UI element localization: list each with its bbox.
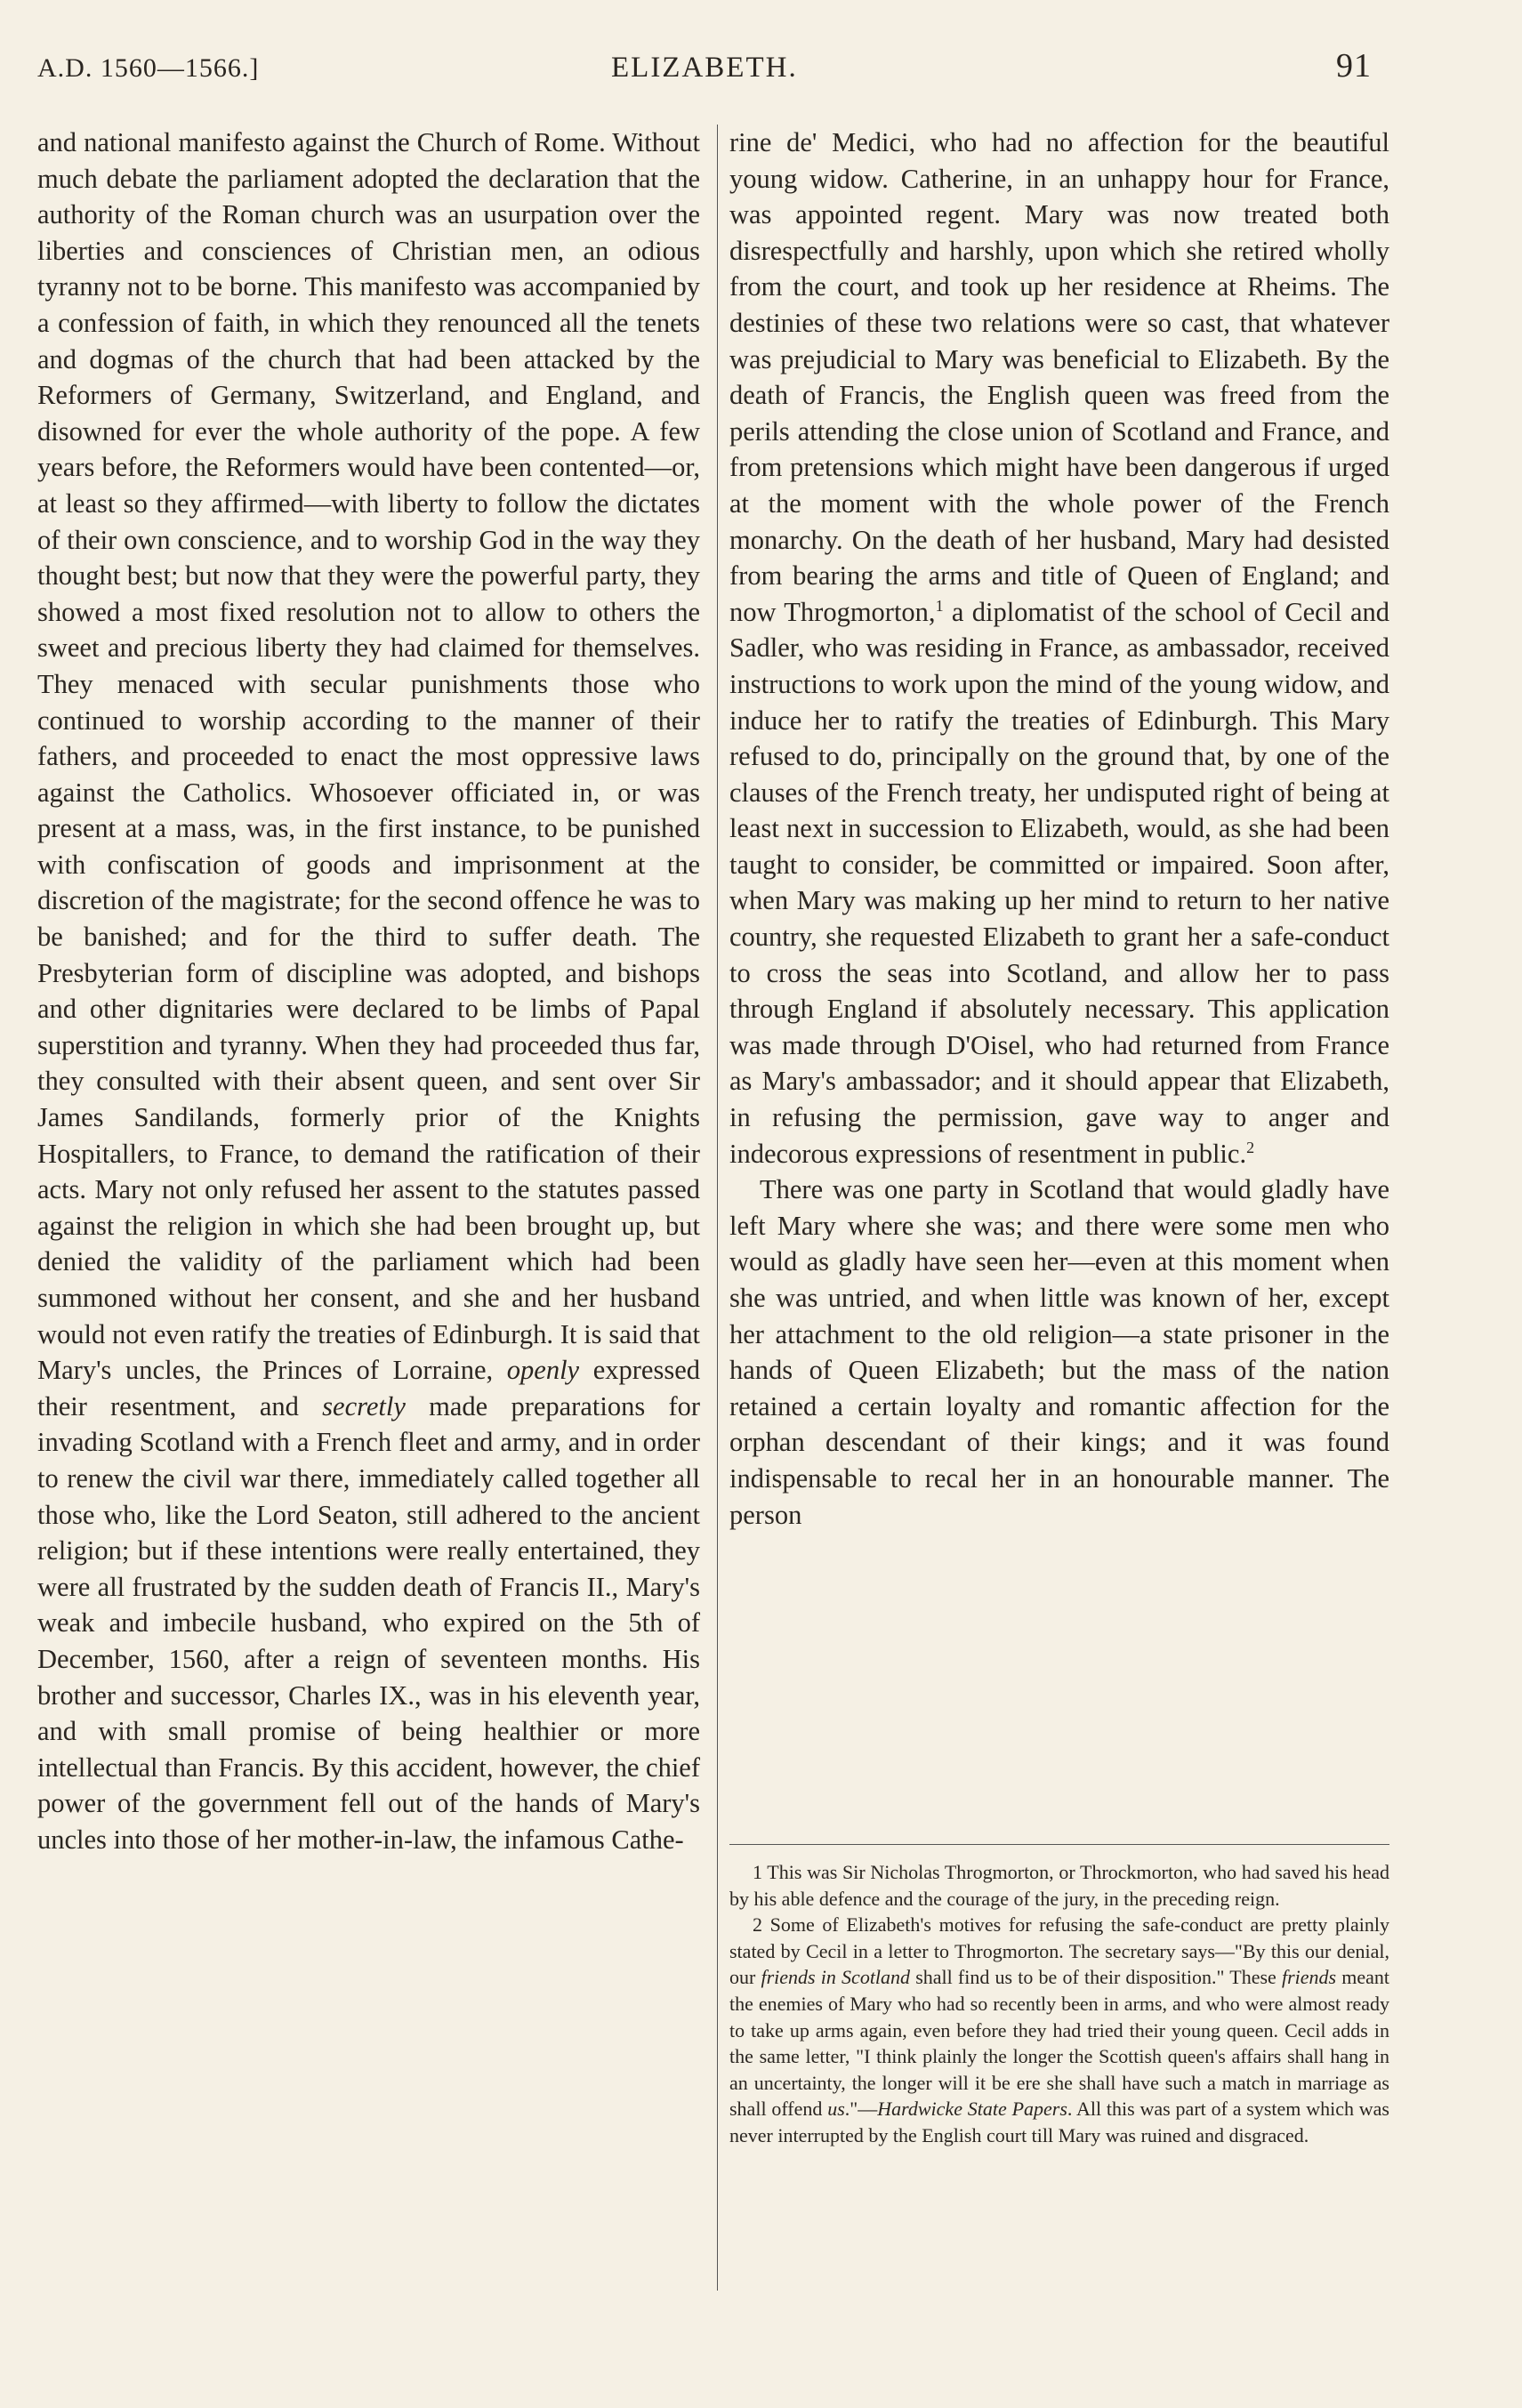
text-run: shall find us to be of their disposition." These xyxy=(915,1966,1276,1989)
text-run: expressed their resentment, and xyxy=(37,1355,700,1421)
header-date-range: A.D. 1560—1566.] xyxy=(37,53,260,83)
footnotes xyxy=(729,1859,1389,2149)
text-run: 2 Some of Elizabeth's motives for refusing the safe-conduct are pretty plainly stated by Cecil in a letter to Throgmorton. The secretary says—"By this our denial, our xyxy=(729,1913,1389,1989)
text-run: a diplomatist of the school of Cecil and Sadler, who was residing in France, as ambassador, received instructions to work upon the mind of the young widow, and induce her to ratify the treaties of Edinburgh. This Mary refused to do, principally on the ground that, by one of the clauses of the French treaty, her undisputed right of being at least next in succession to Elizabeth, would, as she had been taught to consider, be committed or impaired. Soon after, when Mary was making up her mind to return to her native country, she requested Elizabeth to grant her a safe-conduct to cross the seas into Scotland, and allow her to pass through England if absolutely necessary. This application was made through D'Oisel, who had returned from France as Mary's ambassador; and it should appear that Elizabeth, in refusing the permission, gave way to anger and indecorous expressions of resentment in public. xyxy=(729,596,1389,1169)
footnote-2 xyxy=(729,1912,1389,2148)
header-title: ELIZABETH. xyxy=(611,52,798,84)
italic-text: friends in Scotland xyxy=(761,1966,911,1989)
footnote-ref[interactable]: 1 xyxy=(935,596,944,615)
text-run: ."— xyxy=(844,2098,878,2121)
text-run: rine de' Medici, who had no affection for the beautiful young widow. Catherine, in an unhappy hour for France, was appointed regent. Mary was now treated both disrespectfully and harshly, upon which she retired wholly from the court, and took up her residence at Rheims. The destinies of these two relations were so cast, that whatever was prejudicial to Mary was beneficial to Elizabeth. By the death of Francis, the English queen was freed from the perils attending the close union of Scotland and France, and from pretensions which might have been dangerous if urged at the moment with the whole power of the French monarchy. On the death of her husband, Mary had desisted from bearing the arms and title of Queen of England; and now Throgmorton, xyxy=(729,127,1389,627)
column-divider xyxy=(717,125,718,2291)
running-header xyxy=(37,46,1372,91)
italic-text: openly xyxy=(506,1355,580,1386)
italic-text: Hardwicke State Papers xyxy=(877,2098,1067,2121)
italic-text: us xyxy=(827,2098,845,2121)
footnote-ref[interactable]: 2 xyxy=(1246,1138,1255,1156)
footnote-divider xyxy=(729,1844,1389,1845)
text-run: and national manifesto against the Church of Rome. Without much debate the parliament adopted the declaration that the authority of the Roman church was an usurpation over the liberties and consciences of Christian men, an odious tyranny not to be borne. This manifesto was accompanied by a confession of faith, in which they renounced all the tenets and dogmas of the church that had been attacked by the Reformers of Germany, Switzerland, and England, and disowned for ever the whole authority of the pope. A few years before, the Reformers would have been contented—or, at least so they affirmed—with liberty to follow the dictates of their own conscience, and to worship God in the way they thought best; but now that they were the powerful party, they showed a most fixed resolution not to allow to others the sweet and precious liberty they had claimed for themselves. They menaced with secular punishments those who continued to worship according to the manner of their fathers, and proceeded to enact the most oppressive laws against the Catholics. Whosoever officiated in, or was present at a mass, was, in the first instance, to be punished with confiscation of goods and imprisonment at the discretion of the magistrate; for the second offence he was to be banished; and for the third to suffer death. The Presbyterian form of discipline was adopted, and bishops and other dignitaries were declared to be limbs of Papal superstition and tyranny. When they had proceeded thus far, they consulted with their absent queen, and sent over Sir James Sandilands, formerly prior of the Knights Hospitallers, to France, to demand the ratification of their acts. Mary not only refused her assent to the statutes passed against the religion in which she had been brought up, but denied the validity of the parliament which had been summoned without her consent, and she and her husband would not even ratify the treaties of Edinburgh. It is said that Mary's uncles, the Princes of Lorraine, xyxy=(37,127,700,1386)
right-column xyxy=(729,125,1389,1533)
footnote-1: 1 This was Sir Nicholas Throgmorton, or Throckmorton, who had saved his head by his able defence and the courage of the jury, in the preceding reign. xyxy=(729,1861,1389,1910)
left-column-paragraph xyxy=(37,125,700,1858)
left-column xyxy=(37,125,700,1858)
italic-text: friends xyxy=(1281,1966,1337,1989)
right-column-paragraph-1 xyxy=(729,125,1389,1172)
text-run: . All this was part of a system which was never interrupted by the English court till Mary was ruined and disgraced. xyxy=(729,2098,1389,2146)
right-column-paragraph-2: There was one party in Scotland that would gladly have left Mary where she was; and there were some men who would as gladly have seen her—even at this moment when she was untried, and when little was known of her, except her attachment to the old religion—a state prisoner in the hands of Queen Elizabeth; but the mass of the nation retained a certain loyalty and romantic affection for the orphan descendant of their kings; and it was found indispensable to recal her in an honourable manner. The person xyxy=(729,1174,1389,1530)
page-number: 91 xyxy=(1336,47,1372,85)
text-run: meant the enemies of Mary who had so recently been in arms, and who were almost ready to take up arms again, even before they had tried their young queen. Cecil adds in the same letter, "I think plainly the longer the Scottish queen's affairs shall hang in an uncertainty, the longer will it be ere she shall have such a match in marriage as shall offend xyxy=(729,1966,1390,2121)
text-run: made preparations for invading Scotland with a French fleet and army, and in order to renew the civil war there, immediately called together all those who, like the Lord Seaton, still adhered to the ancient religion; but if these intentions were really entertained, they were all frustrated by the sudden death of Francis II., Mary's weak and imbecile husband, who expired on the 5th of December, 1560, after a reign of seventeen months. His brother and successor, Charles IX., was in his eleventh year, and with small promise of being healthier or more intellectual than Francis. By this accident, however, the chief power of the government fell out of the hands of Mary's uncles into those of her mother-in-law, the infamous Cathe- xyxy=(37,1390,701,1855)
italic-text: secretly xyxy=(322,1390,406,1421)
